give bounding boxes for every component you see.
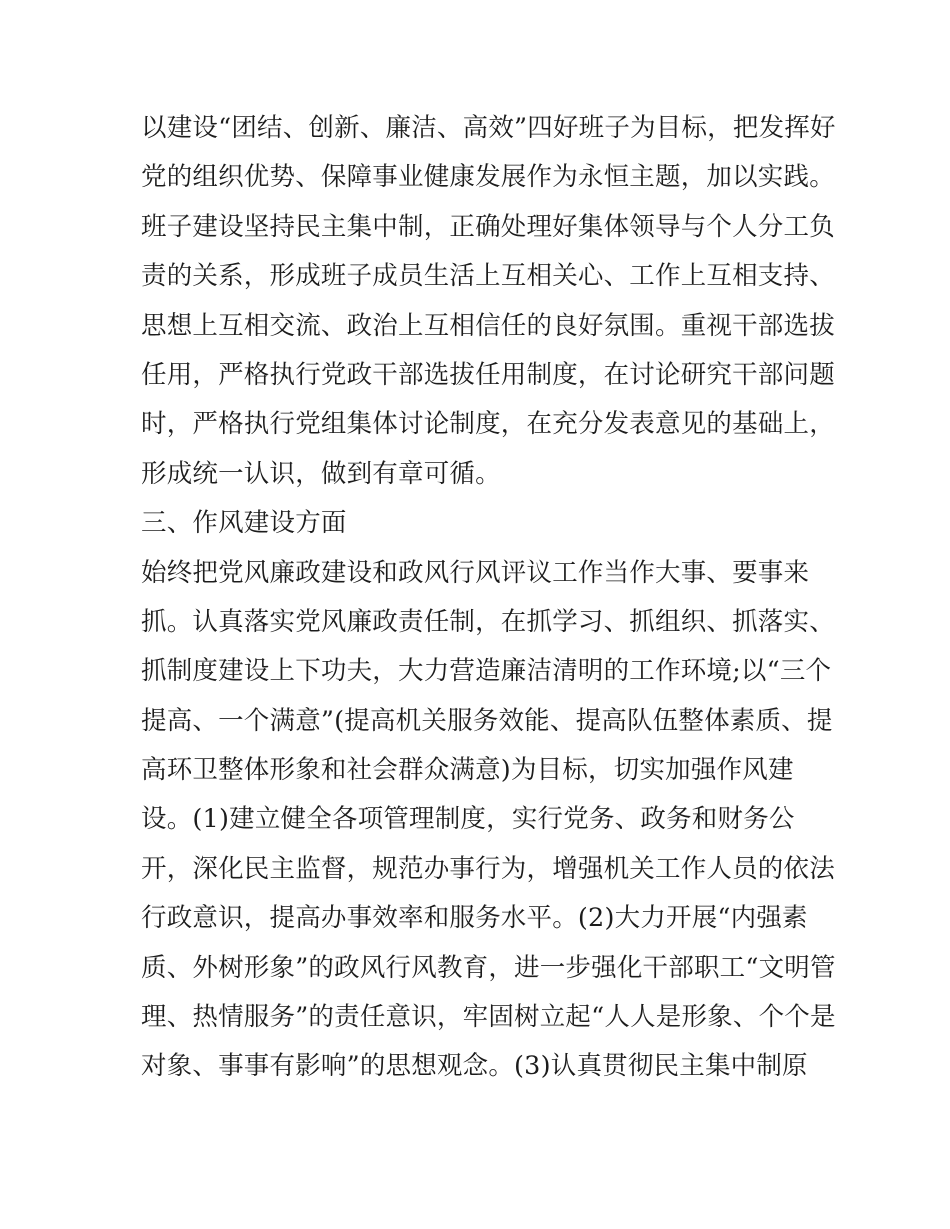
text-line: 班子建设坚持民主集中制，正确处理好集体领导与个人分工负 bbox=[141, 211, 835, 242]
text-line: 思想上互相交流、政治上互相信任的良好氛围。重视干部选拔 bbox=[141, 310, 835, 341]
text-line: 行政意识，提高办事效率和服务水平。(2)大力开展“内强素 bbox=[141, 903, 808, 934]
text-line: 始终把党风廉政建设和政风行风评议工作当作大事、要事来 bbox=[141, 557, 810, 588]
text-line: 抓。认真落实党风廉政责任制，在抓学习、抓组织、抓落实、 bbox=[141, 606, 835, 637]
text-line: 理、热情服务”的责任意识，牢固树立起“人人是形象、个个是 bbox=[141, 1002, 836, 1033]
text-line: 形成统一认识，做到有章可循。 bbox=[141, 458, 501, 489]
text-line: 提高、一个满意”(提高机关服务效能、提高队伍整体素质、提 bbox=[141, 705, 833, 736]
text-line: 对象、事事有影响”的思想观念。(3)认真贯彻民主集中制原 bbox=[141, 1051, 808, 1082]
text-line: 时，严格执行党组集体讨论制度，在充分发表意见的基础上， bbox=[141, 409, 835, 440]
body-text bbox=[141, 104, 836, 1092]
text-line: 抓制度建设上下功夫，大力营造廉洁清明的工作环境;以“三个 bbox=[141, 656, 832, 687]
text-line: 开，深化民主监督，规范办事行为，增强机关工作人员的依法 bbox=[141, 853, 835, 884]
text-line: 质、外树形象”的政风行风教育，进一步强化干部职工“文明管 bbox=[141, 952, 836, 983]
text-line: 设。(1)建立健全各项管理制度，实行党务、政务和财务公 bbox=[141, 804, 795, 835]
text-line: 以建设“团结、创新、廉洁、高效”四好班子为目标，把发挥好 bbox=[141, 113, 836, 143]
text-line: 高环卫整体形象和社会群众满意)为目标，切实加强作风建 bbox=[141, 755, 794, 786]
section-heading: 三、作风建设方面 bbox=[141, 508, 347, 539]
text-line: 责的关系，形成班子成员生活上互相关心、工作上互相支持、 bbox=[141, 261, 835, 292]
text-line: 党的组织优势、保障事业健康发展作为永恒主题，加以实践。 bbox=[141, 162, 835, 193]
text-line: 任用，严格执行党政干部选拔任用制度，在讨论研究干部问题 bbox=[141, 359, 835, 390]
